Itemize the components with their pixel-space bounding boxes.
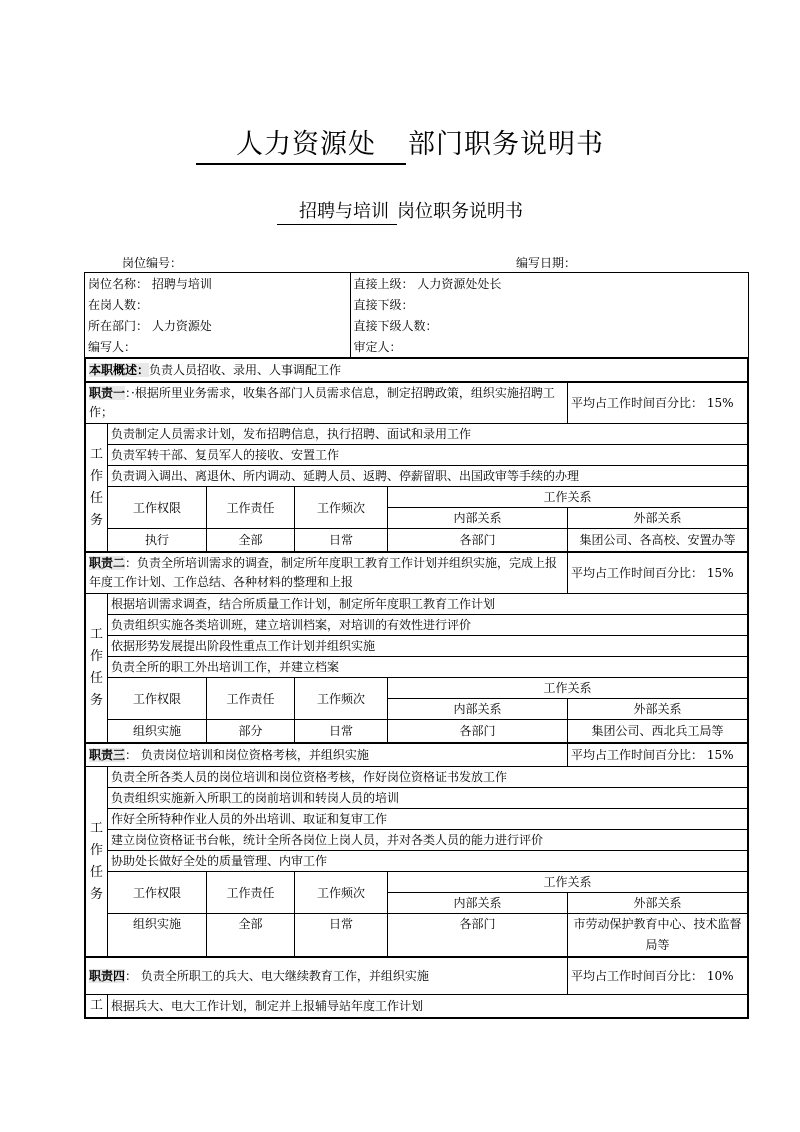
duty2-task-1: 根据培训需求调查，结合所质量工作计划，制定所年度职工教育工作计划	[108, 594, 748, 615]
duty2-col-relations: 工作关系	[388, 678, 748, 699]
info-post-name: 岗位名称： 招聘与培训	[88, 276, 212, 291]
duty4-description	[86, 957, 568, 995]
info-headcount: 在岗人数：	[88, 297, 149, 312]
info-subordinate: 直接下级：	[350, 294, 748, 315]
duty2-label: 职责二	[89, 556, 126, 570]
duty1-task-1: 负责制定人员需求计划，发布招聘信息，执行招聘、面试和录用工作	[108, 424, 748, 445]
duty1-responsibility: 全部	[207, 529, 295, 553]
duty3-task-2: 负责组织实施新入所职工的岗前培训和转岗人员的培训	[108, 788, 748, 809]
duty4-task-label: 工	[86, 995, 108, 1018]
job-description-form	[84, 272, 749, 1019]
info-department: 所在部门： 人力资源处	[88, 318, 212, 333]
duty2-authority: 组织实施	[108, 720, 207, 744]
duty1-col-relations: 工作关系	[388, 487, 748, 508]
duty1-external: 集团公司、各高校、安置办等	[568, 529, 748, 553]
duty3-task-label: 工作任务	[86, 767, 108, 958]
duty1-col-external: 外部关系	[568, 508, 748, 529]
duty4-task-1: 根据兵大、电大工作计划，制定并上报辅导站年度工作计划	[108, 995, 748, 1018]
duty3-task-4: 建立岗位资格证书台帐，统计全所各岗位上岗人员，并对各类人员的能力进行评价	[108, 830, 748, 851]
duty1-col-responsibility: 工作责任	[207, 487, 295, 529]
duty2-task-2: 负责组织实施各类培训班，建立培训档案，对培训的有效性进行评价	[108, 615, 748, 636]
duty3-external: 市劳动保护教育中心、技术监督局等	[568, 914, 748, 958]
duty2-internal: 各部门	[388, 720, 568, 744]
duty1-text: ：·根据所里业务需求，收集各部门人员需求信息，制定招聘政策，组织实施招聘工作；	[89, 386, 555, 419]
duty2-task-label: 工作任务	[86, 594, 108, 744]
duty2-task-3: 依据形势发展提出阶段性重点工作计划并组织实施	[108, 636, 748, 657]
duty1-col-authority: 工作权限	[108, 487, 207, 529]
duty3-col-frequency: 工作频次	[295, 872, 388, 914]
basic-info-table	[85, 273, 748, 357]
date-label: 编写日期：	[516, 256, 577, 270]
post-code-label: 岗位编号：	[122, 256, 183, 270]
duty4-label: 职责四	[89, 969, 126, 983]
duty1-authority: 执行	[108, 529, 207, 553]
duty2-col-external: 外部关系	[568, 699, 748, 720]
duty4-text: ： 负责全所职工的兵大、电大继续教育工作，并组织实施	[125, 969, 429, 983]
duty2-task-4: 负责全所的职工外出培训工作，并建立档案	[108, 657, 748, 678]
department-name: 人力资源处	[196, 122, 406, 165]
summary-text: 负责人员招收、录用、人事调配工作	[149, 363, 342, 377]
duty3-label: 职责三	[89, 748, 126, 762]
duty2-col-frequency: 工作频次	[295, 678, 388, 720]
duty3-task-1: 负责全所各类人员的岗位培训和岗位资格考核，作好岗位资格证书发放工作	[108, 767, 748, 788]
info-author: 编写人：	[88, 339, 137, 354]
duty1-time-share: 平均占工作时间百分比： 15%	[568, 382, 748, 424]
duty3-internal: 各部门	[388, 914, 568, 958]
duty3-authority: 组织实施	[108, 914, 207, 958]
duty1-task-3: 负责调入调出、离退休、所内调动、延聘人员、返聘、停薪留职、出国政审等手续的办理	[108, 466, 748, 487]
duty3-responsibility: 全部	[207, 914, 295, 958]
document-title: 部门职务说明书	[408, 129, 604, 160]
summary-row	[86, 358, 748, 382]
duty2-frequency: 日常	[295, 720, 388, 744]
duty3-col-authority: 工作权限	[108, 872, 207, 914]
duty1-task-label: 工作任务	[86, 424, 108, 553]
duty2-responsibility: 部分	[207, 720, 295, 744]
page-title	[0, 122, 800, 165]
info-approver: 审定人：	[350, 336, 748, 357]
duty3-frequency: 日常	[295, 914, 388, 958]
duty3-text: ： 负责岗位培训和岗位资格考核，并组织实施	[125, 748, 369, 762]
duty3-col-internal: 内部关系	[388, 893, 568, 914]
duty1-label: 职责一	[89, 386, 126, 400]
duty3-description	[86, 743, 568, 767]
duty3-col-responsibility: 工作责任	[207, 872, 295, 914]
duty3-col-relations: 工作关系	[388, 872, 748, 893]
duty3-task-5: 协助处长做好全处的质量管理、内审工作	[108, 851, 748, 872]
duty2-col-responsibility: 工作责任	[207, 678, 295, 720]
duty1-col-frequency: 工作频次	[295, 487, 388, 529]
duty2-col-internal: 内部关系	[388, 699, 568, 720]
duty2-external: 集团公司、西北兵工局等	[568, 720, 748, 744]
duty1-col-internal: 内部关系	[388, 508, 568, 529]
duty3-time-share: 平均占工作时间百分比： 15%	[568, 743, 748, 767]
info-superior: 直接上级： 人力资源处处长	[350, 273, 748, 294]
duty3-col-external: 外部关系	[568, 893, 748, 914]
duty2-description	[86, 552, 568, 594]
duty1-frequency: 日常	[295, 529, 388, 553]
duty2-time-share: 平均占工作时间百分比： 15%	[568, 552, 748, 594]
duty4-time-share: 平均占工作时间百分比： 10%	[568, 957, 748, 995]
summary-label: 本职概述：	[89, 363, 150, 377]
subtitle-text: 岗位职务说明书	[397, 201, 523, 222]
duty2-col-authority: 工作权限	[108, 678, 207, 720]
duty1-internal: 各部门	[388, 529, 568, 553]
info-subordinate-count: 直接下级人数：	[350, 315, 748, 336]
duties-table	[85, 357, 748, 1018]
duty2-text: ：负责全所培训需求的调查，制定所年度职工教育工作计划并组织实施，完成上报年度工作计划、工作总结、各种材料的整理和上报	[89, 556, 558, 589]
duty1-task-2: 负责军转干部、复员军人的接收、安置工作	[108, 445, 748, 466]
page-subtitle	[0, 197, 800, 225]
duty1-description	[86, 382, 568, 424]
duty3-task-3: 作好全所特种作业人员的外出培训、取证和复审工作	[108, 809, 748, 830]
post-name-heading: 招聘与培训	[277, 197, 397, 225]
